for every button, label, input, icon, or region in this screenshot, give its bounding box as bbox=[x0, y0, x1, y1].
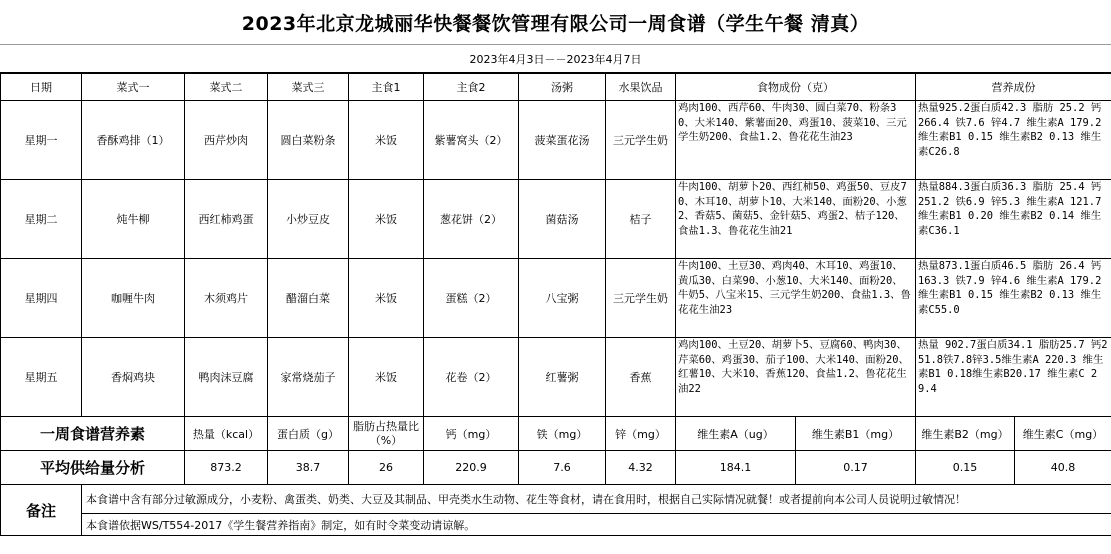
nutrient-name-vitamin-b2: 维生素B2（mg） bbox=[916, 417, 1015, 451]
menu-table bbox=[0, 73, 1111, 536]
nutrient-value-protein: 38.7 bbox=[268, 451, 349, 485]
dish3-cell: 醋溜白菜 bbox=[268, 259, 349, 338]
nutrient-name-fat-ratio bbox=[349, 417, 424, 451]
nutrient-name-energy: 热量（kcal） bbox=[185, 417, 268, 451]
nutrition-cell: 热量 902.7蛋白质34.1 脂肪25.7 钙251.8铁7.8锌3.5维生素A 220.3 维生素B1 0.18维生素B20.17 维生素C 29.4 bbox=[916, 338, 1111, 417]
header-fruit: 水果饮品 bbox=[606, 74, 676, 101]
nutrient-value-fat-ratio: 26 bbox=[349, 451, 424, 485]
staple2-cell: 紫薯窝头（2） bbox=[424, 101, 519, 180]
average-supply-label: 平均供给量分析 bbox=[1, 451, 185, 485]
sheet-title: 2023年北京龙城丽华快餐餐饮管理有限公司一周食谱（学生午餐 清真） bbox=[0, 0, 1111, 45]
nutrition-cell: 热量884.3蛋白质36.3 脂肪 25.4 钙 251.2 铁6.9 锌5.3 维生素A 121.7 维生素B1 0.20 维生素B2 0.14 维生素C36.1 bbox=[916, 180, 1111, 259]
nutrient-name-iron: 铁（mg） bbox=[519, 417, 606, 451]
nutrient-value-zinc: 4.32 bbox=[606, 451, 676, 485]
notes-standard-text: 本食谱依据WS/T554-2017《学生餐营养指南》制定，如有时令菜变动请谅解。 bbox=[82, 514, 1111, 536]
dish1-cell: 咖喱牛肉 bbox=[82, 259, 185, 338]
notes-label: 备注 bbox=[1, 485, 82, 536]
nutrient-value-calcium: 220.9 bbox=[424, 451, 519, 485]
nutrient-name-zinc: 锌（mg） bbox=[606, 417, 676, 451]
header-dish1: 菜式一 bbox=[82, 74, 185, 101]
weekly-nutrient-label: 一周食谱营养素 bbox=[1, 417, 185, 451]
day-row-thursday bbox=[1, 259, 1111, 338]
dish2-cell: 木须鸡片 bbox=[185, 259, 268, 338]
dish2-cell: 西红柿鸡蛋 bbox=[185, 180, 268, 259]
nutrient-name-vitamin-a: 维生素A（ug） bbox=[676, 417, 796, 451]
nutrient-name-protein: 蛋白质（g） bbox=[268, 417, 349, 451]
header-row bbox=[1, 74, 1111, 101]
day-label: 星期五 bbox=[1, 338, 82, 417]
fat-ratio-text: 脂肪占热量比（%） bbox=[353, 419, 419, 447]
day-label: 星期一 bbox=[1, 101, 82, 180]
day-row-tuesday bbox=[1, 180, 1111, 259]
header-staple2: 主食2 bbox=[424, 74, 519, 101]
nutrient-name-calcium: 钙（mg） bbox=[424, 417, 519, 451]
date-range: 2023年4月3日－－2023年4月7日 bbox=[0, 45, 1111, 73]
nutrient-value-energy: 873.2 bbox=[185, 451, 268, 485]
day-row-friday bbox=[1, 338, 1111, 417]
dish2-cell: 西芹炒肉 bbox=[185, 101, 268, 180]
header-dish3: 菜式三 bbox=[268, 74, 349, 101]
fruit-cell: 桔子 bbox=[606, 180, 676, 259]
weekly-nutrient-value-row bbox=[1, 451, 1111, 485]
nutrient-name-vitamin-b1: 维生素B1（mg） bbox=[796, 417, 916, 451]
dish1-cell: 炖牛柳 bbox=[82, 180, 185, 259]
food-composition-cell: 牛肉100、胡萝卜20、西红柿50、鸡蛋50、豆皮70、木耳10、胡萝卜10、大米140、面粉20、小葱2、香菇5、菌菇5、金针菇5、鸡蛋2、桔子120、食盐1.3、鲁花花生油21 bbox=[676, 180, 916, 259]
header-soup: 汤粥 bbox=[519, 74, 606, 101]
staple1-cell: 米饭 bbox=[349, 259, 424, 338]
staple1-cell: 米饭 bbox=[349, 180, 424, 259]
dish3-cell: 小炒豆皮 bbox=[268, 180, 349, 259]
day-label: 星期四 bbox=[1, 259, 82, 338]
dish2-cell: 鸭肉沫豆腐 bbox=[185, 338, 268, 417]
dish3-cell: 圆白菜粉条 bbox=[268, 101, 349, 180]
staple2-cell: 蛋糕（2） bbox=[424, 259, 519, 338]
dish1-cell: 香酥鸡排（1） bbox=[82, 101, 185, 180]
nutrient-value-vitamin-a: 184.1 bbox=[676, 451, 796, 485]
food-composition-cell: 牛肉100、土豆30、鸡肉40、木耳10、鸡蛋10、黄瓜30、白菜90、小葱10、大米140、面粉20、牛奶5、八宝米15、三元学生奶200、食盐1.3、鲁花花生油23 bbox=[676, 259, 916, 338]
nutrient-name-vitamin-c: 维生素C（mg） bbox=[1015, 417, 1111, 451]
day-label: 星期二 bbox=[1, 180, 82, 259]
food-composition-cell: 鸡肉100、西芹60、牛肉30、圆白菜70、粉条30、大米140、紫薯面20、鸡蛋10、菠菜10、三元学生奶200、食盐1.2、鲁花花生油23 bbox=[676, 101, 916, 180]
nutrient-value-vitamin-b2: 0.15 bbox=[916, 451, 1015, 485]
soup-cell: 红薯粥 bbox=[519, 338, 606, 417]
nutrient-value-iron: 7.6 bbox=[519, 451, 606, 485]
soup-cell: 菠菜蛋花汤 bbox=[519, 101, 606, 180]
header-food: 食物成份（克） bbox=[676, 74, 916, 101]
weekly-nutrient-header-row bbox=[1, 417, 1111, 451]
header-staple1: 主食1 bbox=[349, 74, 424, 101]
notes-allergen-text: 本食谱中含有部分过敏源成分，小麦粉、禽蛋类、奶类、大豆及其制品、甲壳类水生动物、花生等食材，请在食用时，根据自己实际情况就餐！或者提前向本公司人员说明过敏情况！ bbox=[82, 485, 1111, 514]
food-composition-cell: 鸡肉100、土豆20、胡萝卜5、豆腐60、鸭肉30、芹菜60、鸡蛋30、茄子100、大米140、面粉20、红薯10、大米10、香蕉120、食盐1.2、鲁花花生油22 bbox=[676, 338, 916, 417]
notes-row-2 bbox=[1, 514, 1111, 536]
staple1-cell: 米饭 bbox=[349, 338, 424, 417]
nutrient-value-vitamin-b1: 0.17 bbox=[796, 451, 916, 485]
staple1-cell: 米饭 bbox=[349, 101, 424, 180]
fruit-cell: 香蕉 bbox=[606, 338, 676, 417]
staple2-cell: 花卷（2） bbox=[424, 338, 519, 417]
soup-cell: 菌菇汤 bbox=[519, 180, 606, 259]
dish3-cell: 家常烧茄子 bbox=[268, 338, 349, 417]
soup-cell: 八宝粥 bbox=[519, 259, 606, 338]
header-dish2: 菜式二 bbox=[185, 74, 268, 101]
nutrition-cell: 热量925.2蛋白质42.3 脂肪 25.2 钙 266.4 铁7.6 锌4.7 维生素A 179.2 维生素B1 0.15 维生素B2 0.13 维生素C26.8 bbox=[916, 101, 1111, 180]
notes-row-1 bbox=[1, 485, 1111, 514]
fruit-cell: 三元学生奶 bbox=[606, 259, 676, 338]
nutrient-value-vitamin-c: 40.8 bbox=[1015, 451, 1111, 485]
header-nutrition: 营养成份 bbox=[916, 74, 1111, 101]
header-date: 日期 bbox=[1, 74, 82, 101]
fruit-cell: 三元学生奶 bbox=[606, 101, 676, 180]
nutrition-cell: 热量873.1蛋白质46.5 脂肪 26.4 钙 163.3 铁7.9 锌4.6 维生素A 179.2 维生素B1 0.15 维生素B2 0.13 维生素C55.0 bbox=[916, 259, 1111, 338]
staple2-cell: 葱花饼（2） bbox=[424, 180, 519, 259]
day-row-monday bbox=[1, 101, 1111, 180]
dish1-cell: 香焖鸡块 bbox=[82, 338, 185, 417]
